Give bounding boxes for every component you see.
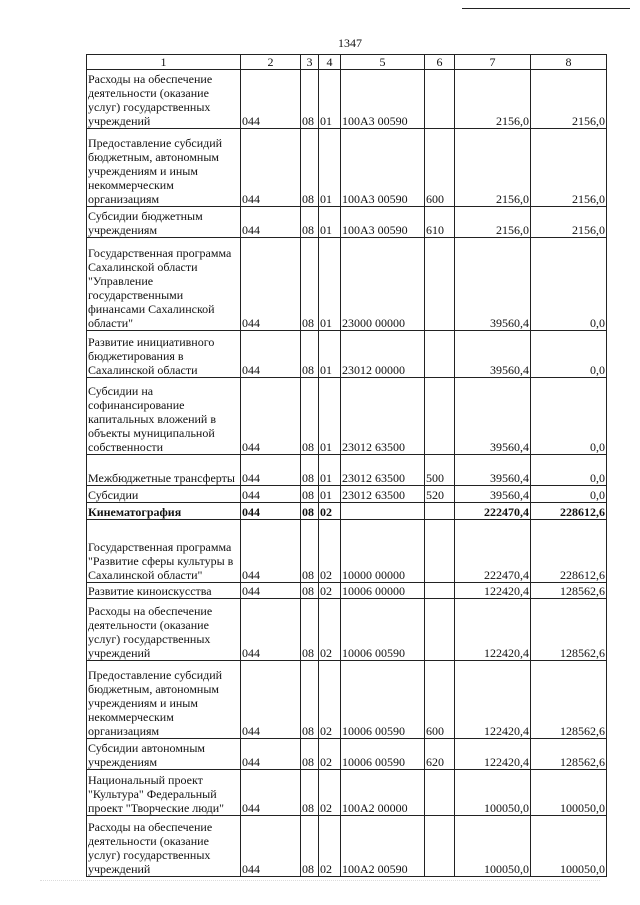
- column-header: 2: [241, 55, 301, 70]
- cell-c3: 08: [301, 770, 319, 816]
- row-label: Межбюджетные трансферты: [87, 455, 241, 486]
- cell-c6: [425, 520, 455, 583]
- cell-c6: 600: [425, 661, 455, 739]
- cell-c6: 610: [425, 207, 455, 238]
- table-row: [87, 486, 607, 503]
- cell-c3: 08: [301, 238, 319, 331]
- cell-c6: [425, 583, 455, 599]
- table-row: [87, 129, 607, 207]
- cell-c2: 044: [241, 739, 301, 770]
- cell-c8: 128562,6: [531, 599, 607, 661]
- table-row: [87, 520, 607, 583]
- cell-c7: 2156,0: [455, 207, 531, 238]
- column-header: 8: [531, 55, 607, 70]
- cell-c4: 01: [319, 486, 341, 503]
- cell-c4: 02: [319, 599, 341, 661]
- cell-c7: 122420,4: [455, 739, 531, 770]
- cell-c5: 10006 00590: [341, 661, 425, 739]
- cell-c2: 044: [241, 238, 301, 331]
- cell-c2: 044: [241, 816, 301, 877]
- row-label: Расходы на обеспечение деятельности (оказание услуг) государственных учреждений: [87, 816, 241, 877]
- cell-c5: 10000 00000: [341, 520, 425, 583]
- cell-c4: 01: [319, 207, 341, 238]
- cell-c7: 39560,4: [455, 455, 531, 486]
- table-row: [87, 207, 607, 238]
- cell-c6: 600: [425, 129, 455, 207]
- cell-c3: 08: [301, 661, 319, 739]
- cell-c5: 10006 00590: [341, 739, 425, 770]
- cell-c5: 100А3 00590: [341, 129, 425, 207]
- cell-c3: 08: [301, 455, 319, 486]
- page-number: 1347: [338, 36, 362, 50]
- cell-c3: 08: [301, 583, 319, 599]
- scan-noise: [40, 880, 600, 885]
- cell-c8: 100050,0: [531, 816, 607, 877]
- cell-c7: 2156,0: [455, 70, 531, 129]
- table-header-row: [87, 55, 607, 70]
- table-row: [87, 70, 607, 129]
- cell-c6: [425, 816, 455, 877]
- cell-c6: [425, 70, 455, 129]
- cell-c3: 08: [301, 486, 319, 503]
- cell-c7: 122420,4: [455, 599, 531, 661]
- row-label: Государственная программа "Развитие сферы культуры в Сахалинской области": [87, 520, 241, 583]
- cell-c8: 0,0: [531, 378, 607, 455]
- cell-c2: 044: [241, 486, 301, 503]
- table-row: [87, 739, 607, 770]
- cell-c8: 2156,0: [531, 129, 607, 207]
- table-row: [87, 599, 607, 661]
- cell-c2: 044: [241, 331, 301, 378]
- cell-c5: [341, 503, 425, 520]
- cell-c6: [425, 503, 455, 520]
- row-label: Предоставление субсидий бюджетным, автономным учреждениям и иным некоммерческим организациям: [87, 661, 241, 739]
- cell-c7: 222470,4: [455, 503, 531, 520]
- table-row: [87, 238, 607, 331]
- cell-c2: 044: [241, 129, 301, 207]
- cell-c3: 08: [301, 599, 319, 661]
- cell-c4: 02: [319, 739, 341, 770]
- table-row: [87, 455, 607, 486]
- cell-c6: 520: [425, 486, 455, 503]
- table-row: [87, 770, 607, 816]
- cell-c5: 23012 63500: [341, 378, 425, 455]
- top-rule: [462, 8, 630, 9]
- row-label: Государственная программа Сахалинской области "Управление государственными финансами Сахалинской области": [87, 238, 241, 331]
- row-label: Предоставление субсидий бюджетным, автономным учреждениям и иным некоммерческим организациям: [87, 129, 241, 207]
- table-row: [87, 503, 607, 520]
- row-label: Развитие инициативного бюджетирования в Сахалинской области: [87, 331, 241, 378]
- cell-c6: 500: [425, 455, 455, 486]
- row-label: Субсидии: [87, 486, 241, 503]
- cell-c7: 122420,4: [455, 661, 531, 739]
- cell-c7: 222470,4: [455, 520, 531, 583]
- row-label: Расходы на обеспечение деятельности (оказание услуг) государственных учреждений: [87, 70, 241, 129]
- cell-c4: 01: [319, 70, 341, 129]
- row-label: Развитие киноискусства: [87, 583, 241, 599]
- cell-c8: 0,0: [531, 455, 607, 486]
- row-label: Национальный проект "Культура" Федеральный проект "Творческие люди": [87, 770, 241, 816]
- cell-c2: 044: [241, 378, 301, 455]
- cell-c2: 044: [241, 583, 301, 599]
- cell-c3: 08: [301, 503, 319, 520]
- cell-c3: 08: [301, 816, 319, 877]
- cell-c5: 23012 00000: [341, 331, 425, 378]
- cell-c8: 128562,6: [531, 661, 607, 739]
- cell-c6: 620: [425, 739, 455, 770]
- cell-c2: 044: [241, 503, 301, 520]
- cell-c2: 044: [241, 770, 301, 816]
- cell-c8: 228612,6: [531, 520, 607, 583]
- cell-c8: 100050,0: [531, 770, 607, 816]
- cell-c3: 08: [301, 70, 319, 129]
- cell-c4: 01: [319, 378, 341, 455]
- column-header: 1: [87, 55, 241, 70]
- cell-c6: [425, 378, 455, 455]
- row-label: Расходы на обеспечение деятельности (оказание услуг) государственных учреждений: [87, 599, 241, 661]
- cell-c6: [425, 331, 455, 378]
- row-label: Кинематография: [87, 503, 241, 520]
- cell-c3: 08: [301, 331, 319, 378]
- cell-c7: 2156,0: [455, 129, 531, 207]
- cell-c3: 08: [301, 207, 319, 238]
- cell-c2: 044: [241, 207, 301, 238]
- cell-c5: 10006 00000: [341, 583, 425, 599]
- cell-c4: 02: [319, 520, 341, 583]
- cell-c2: 044: [241, 599, 301, 661]
- cell-c3: 08: [301, 129, 319, 207]
- cell-c2: 044: [241, 520, 301, 583]
- cell-c4: 01: [319, 455, 341, 486]
- row-label: Субсидии на софинансирование капитальных вложений в объекты муниципальной собственности: [87, 378, 241, 455]
- cell-c2: 044: [241, 661, 301, 739]
- cell-c8: 128562,6: [531, 583, 607, 599]
- cell-c7: 39560,4: [455, 378, 531, 455]
- column-header: 3: [301, 55, 319, 70]
- cell-c8: 128562,6: [531, 739, 607, 770]
- table-row: [87, 331, 607, 378]
- cell-c2: 044: [241, 455, 301, 486]
- table-row: [87, 583, 607, 599]
- column-header: 6: [425, 55, 455, 70]
- cell-c5: 23000 00000: [341, 238, 425, 331]
- cell-c5: 100А2 00000: [341, 770, 425, 816]
- cell-c2: 044: [241, 70, 301, 129]
- cell-c8: 0,0: [531, 331, 607, 378]
- cell-c4: 02: [319, 770, 341, 816]
- table-row: [87, 661, 607, 739]
- cell-c4: 01: [319, 129, 341, 207]
- cell-c7: 39560,4: [455, 331, 531, 378]
- cell-c5: 100А2 00590: [341, 816, 425, 877]
- table-row: [87, 816, 607, 877]
- cell-c6: [425, 599, 455, 661]
- row-label: Субсидии бюджетным учреждениям: [87, 207, 241, 238]
- budget-table: [86, 54, 607, 877]
- cell-c8: 2156,0: [531, 70, 607, 129]
- cell-c8: 0,0: [531, 238, 607, 331]
- cell-c7: 39560,4: [455, 238, 531, 331]
- cell-c4: 02: [319, 816, 341, 877]
- column-header: 4: [319, 55, 341, 70]
- cell-c8: 0,0: [531, 486, 607, 503]
- cell-c3: 08: [301, 520, 319, 583]
- cell-c4: 02: [319, 503, 341, 520]
- cell-c4: 02: [319, 583, 341, 599]
- cell-c4: 02: [319, 661, 341, 739]
- cell-c7: 122420,4: [455, 583, 531, 599]
- column-header: 5: [341, 55, 425, 70]
- cell-c7: 39560,4: [455, 486, 531, 503]
- cell-c7: 100050,0: [455, 770, 531, 816]
- cell-c8: 228612,6: [531, 503, 607, 520]
- cell-c5: 100А3 00590: [341, 207, 425, 238]
- table-row: [87, 378, 607, 455]
- cell-c6: [425, 238, 455, 331]
- cell-c5: 23012 63500: [341, 486, 425, 503]
- cell-c3: 08: [301, 739, 319, 770]
- cell-c4: 01: [319, 238, 341, 331]
- cell-c3: 08: [301, 378, 319, 455]
- cell-c6: [425, 770, 455, 816]
- cell-c4: 01: [319, 331, 341, 378]
- cell-c5: 10006 00590: [341, 599, 425, 661]
- cell-c8: 2156,0: [531, 207, 607, 238]
- cell-c5: 23012 63500: [341, 455, 425, 486]
- cell-c7: 100050,0: [455, 816, 531, 877]
- column-header: 7: [455, 55, 531, 70]
- row-label: Субсидии автономным учреждениям: [87, 739, 241, 770]
- cell-c5: 100А3 00590: [341, 70, 425, 129]
